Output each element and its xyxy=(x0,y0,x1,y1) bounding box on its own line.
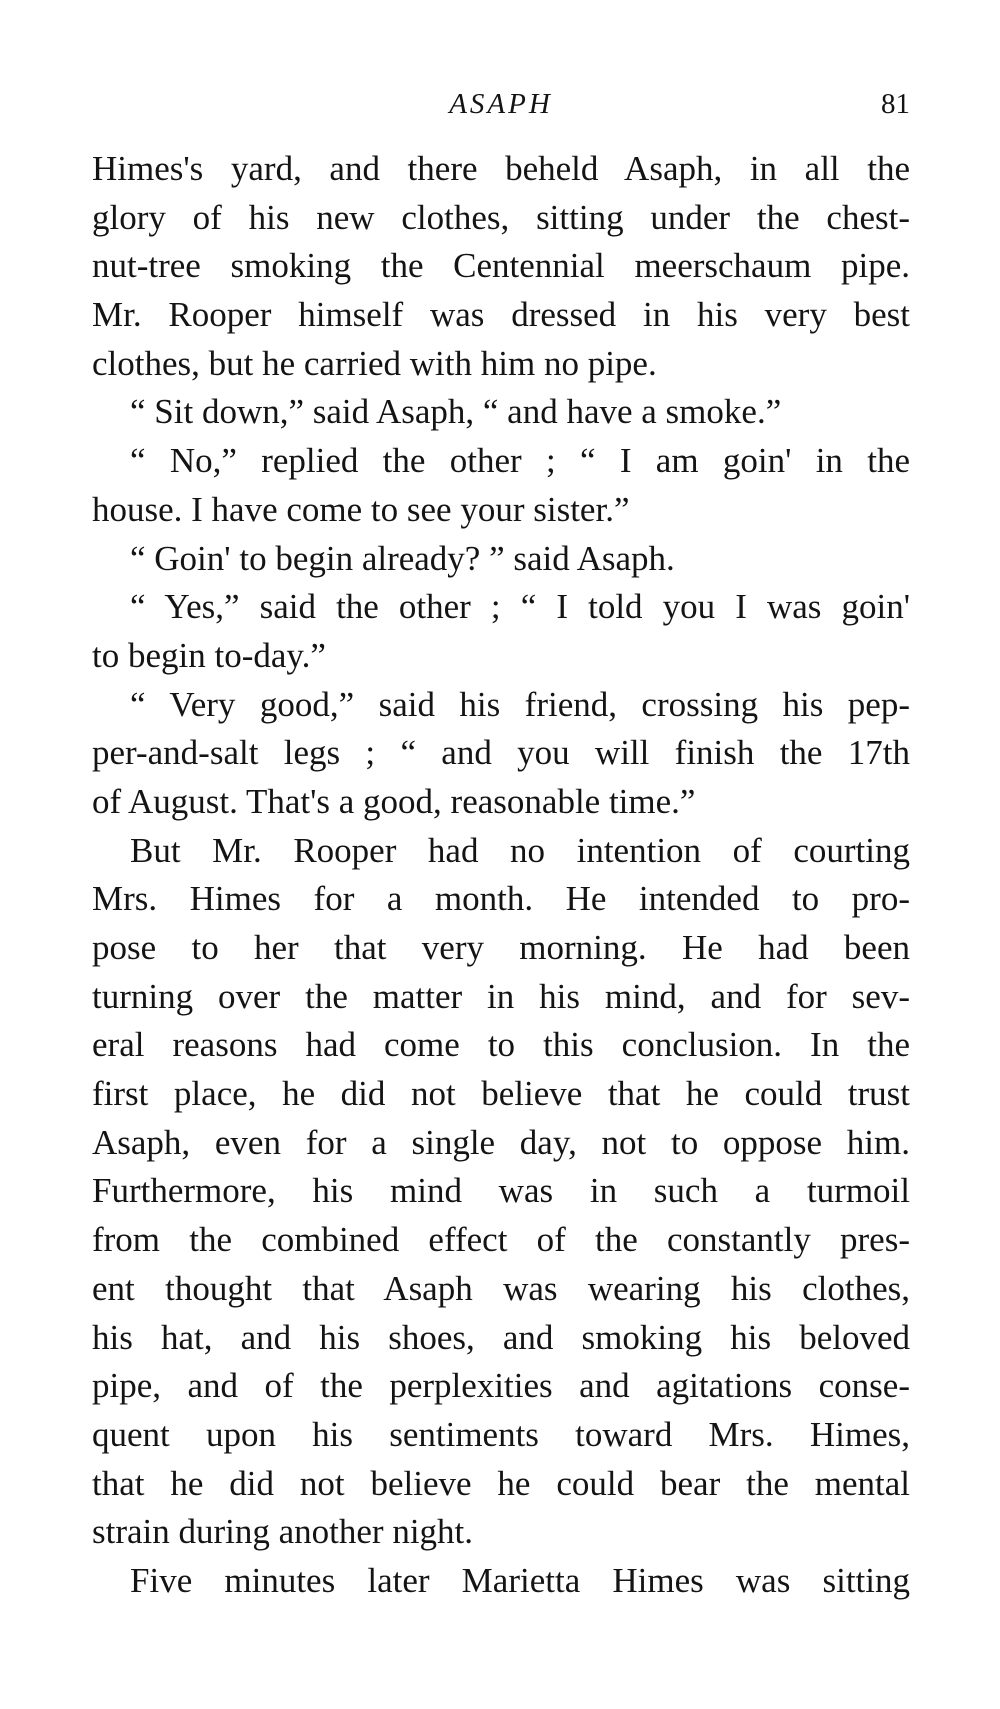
text-line: turning over the matter in his mind, and for sev- xyxy=(92,976,910,1016)
text-line: per-and-salt legs ; “ and you will finish the 17th xyxy=(92,733,910,773)
text-line: “ Sit down,” said Asaph, “ and have a smoke.” xyxy=(130,392,782,432)
text-line: Furthermore, his mind was in such a turmoil xyxy=(92,1171,910,1211)
page-body xyxy=(92,145,910,1606)
text-line: “ Yes,” said the other ; “ I told you I was goin' xyxy=(130,587,910,627)
text-line: “ Very good,” said his friend, crossing his pep- xyxy=(130,684,910,724)
text-line: first place, he did not believe that he could trust xyxy=(92,1074,910,1114)
text-line: his hat, and his shoes, and smoking his beloved xyxy=(92,1317,910,1357)
text-line: clothes, but he carried with him no pipe. xyxy=(92,343,657,383)
text-line: Five minutes later Marietta Himes was sitting xyxy=(130,1560,910,1600)
text-line: to begin to-day.” xyxy=(92,635,326,675)
text-line: pipe, and of the perplexities and agitations conse- xyxy=(92,1366,910,1406)
text-line: “ Goin' to begin already? ” said Asaph. xyxy=(130,538,675,578)
text-line: Mr. Rooper himself was dressed in his very best xyxy=(92,295,910,335)
text-line: But Mr. Rooper had no intention of courting xyxy=(130,830,910,870)
text-line: Asaph, even for a single day, not to oppose him. xyxy=(92,1122,910,1162)
text-line: pose to her that very morning. He had been xyxy=(92,928,910,967)
text-line: Mrs. Himes for a month. He intended to pro- xyxy=(92,879,910,919)
text-line: Himes's yard, and there beheld Asaph, in all the xyxy=(92,149,910,188)
text-line: nut-tree smoking the Centennial meerschaum pipe. xyxy=(92,246,910,286)
text-line: strain during another night. xyxy=(92,1512,474,1552)
text-line: “ No,” replied the other ; “ I am goin' in the xyxy=(130,441,910,481)
text-line: that he did not believe he could bear the mental xyxy=(92,1463,910,1503)
text-line: glory of his new clothes, sitting under the chest- xyxy=(92,197,910,237)
text-line: eral reasons had come to this conclusion. In the xyxy=(92,1025,910,1065)
running-head-title: ASAPH xyxy=(449,88,553,120)
text-line: quent upon his sentiments toward Mrs. Himes, xyxy=(92,1414,910,1454)
text-line: from the combined effect of the constantly pres- xyxy=(92,1220,910,1260)
page-number: 81 xyxy=(881,88,910,120)
text-line: ent thought that Asaph was wearing his clothes, xyxy=(92,1268,910,1308)
running-header xyxy=(92,86,910,126)
text-line: house. I have come to see your sister.” xyxy=(92,489,630,529)
text-line: of August. That's a good, reasonable time.” xyxy=(92,781,696,821)
